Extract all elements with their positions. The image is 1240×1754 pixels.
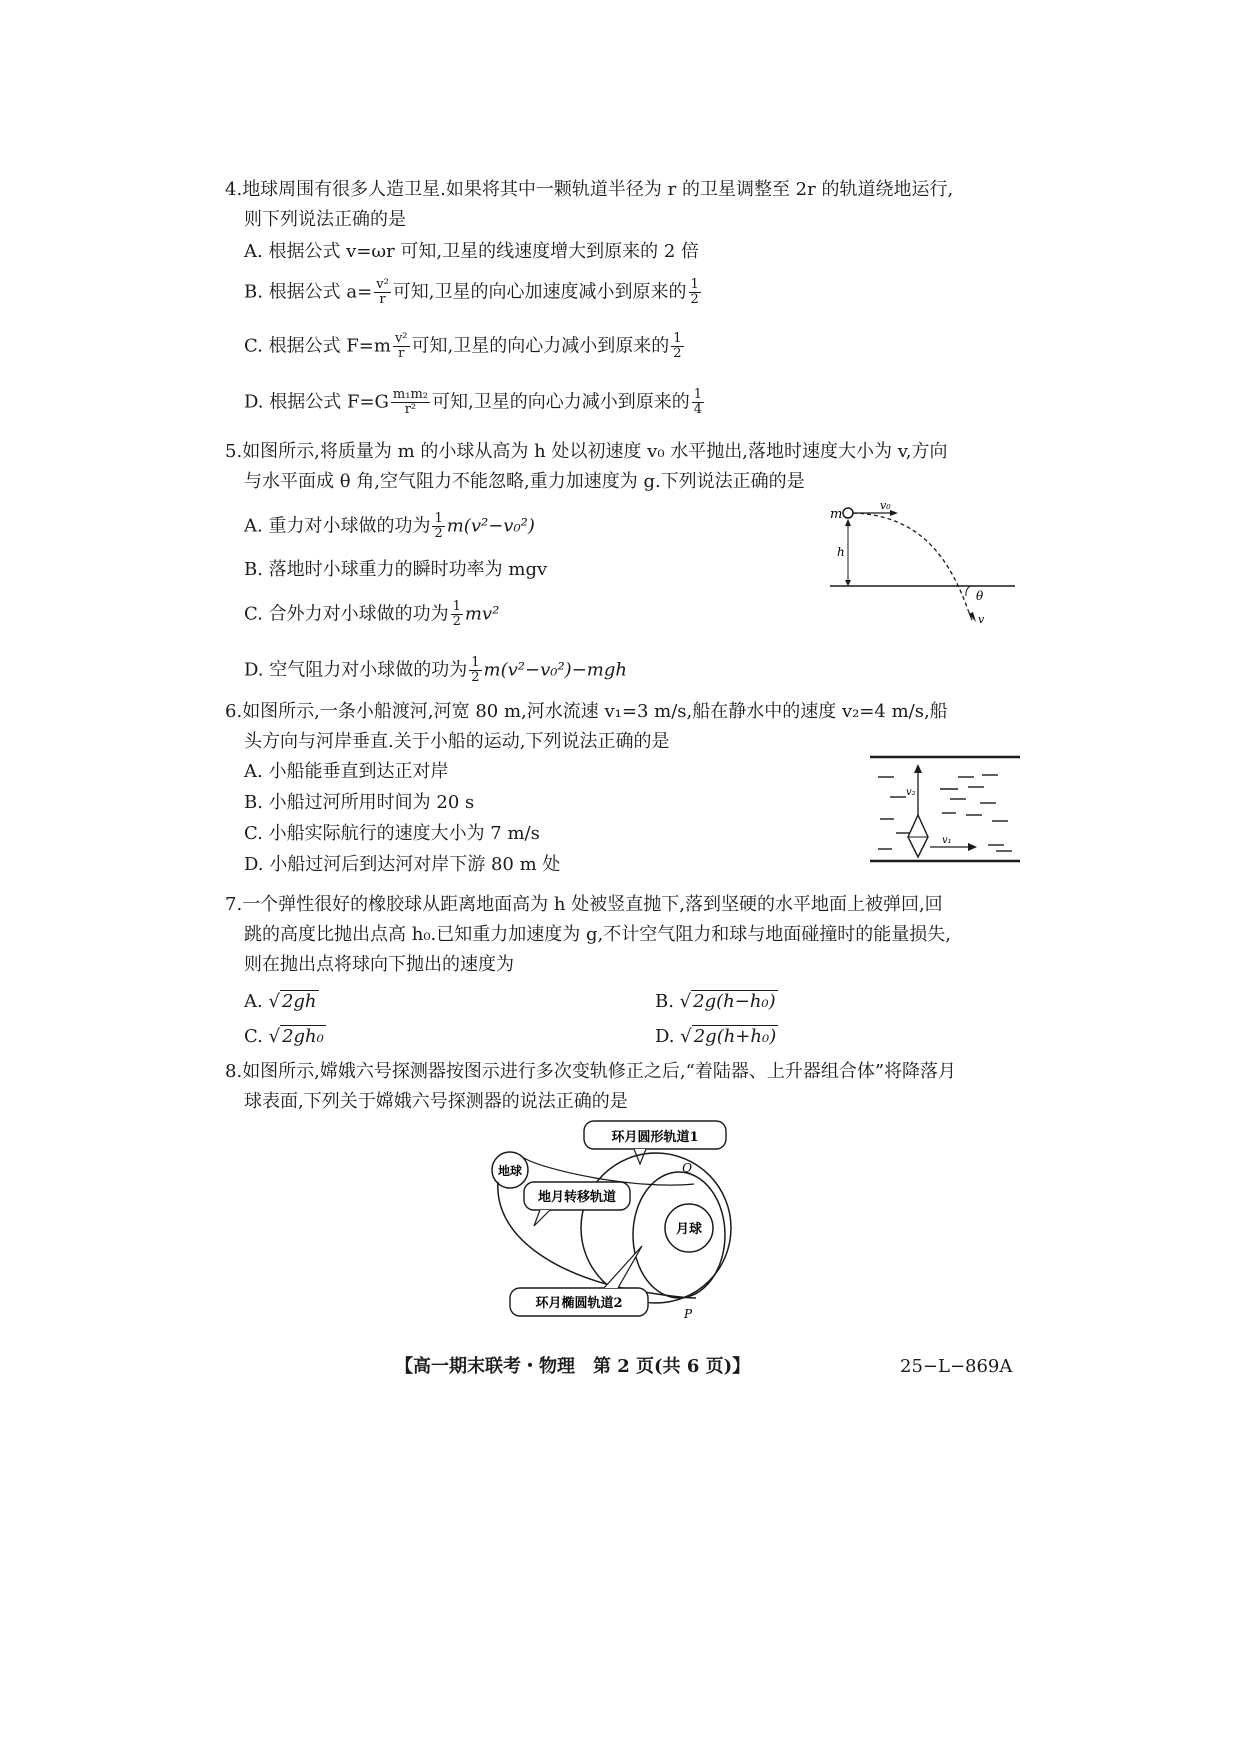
q4-stem-line1: 4.地球周围有很多人造卫星.如果将其中一颗轨道半径为 r 的卫星调整至 2r 的轨道绕地运行, xyxy=(225,179,954,200)
q8-fig-label-orbit2: 环月椭圆轨道2 xyxy=(535,1296,623,1311)
q5-trajectory xyxy=(853,513,968,610)
q5-stem-line2: 与水平面成 θ 角,空气阻力不能忽略,重力加速度为 g.下列说法正确的是 xyxy=(244,471,805,492)
q8-stem-line2: 球表面,下列关于嫦娥六号探测器的说法正确的是 xyxy=(244,1091,628,1112)
q5-fig-label-theta: θ xyxy=(976,589,984,603)
q5-option-a: A. 重力对小球做的功为 $\frac{1}{2}$ m(v²−v₀²) xyxy=(244,511,535,541)
page-footer-code: 25−L−869A xyxy=(900,1356,1013,1377)
q5-d-half: $\frac{1}{2}$ xyxy=(471,655,480,685)
q8-stem-line1: 8.如图所示,嫦娥六号探测器按图示进行多次变轨修正之后,“着陆器、上升器组合体”将降落月 xyxy=(225,1061,957,1082)
q7-option-b: B. √ 2g(h−h₀) xyxy=(655,991,776,1012)
q8-transfer-orbit-upper xyxy=(524,1158,694,1185)
q7-stem-line2: 跳的高度比抛出点高 h₀.已知重力加速度为 g,不计空气阻力和球与地面碰撞时的能量损失, xyxy=(244,924,951,945)
q4-option-a: A. 根据公式 v=ωr 可知,卫星的线速度增大到原来的 2 倍 xyxy=(244,241,700,262)
q8-fig-label-transfer: 地月转移轨道 xyxy=(537,1190,617,1205)
q6-option-c: C. 小船实际航行的速度大小为 7 m/s xyxy=(244,823,540,844)
q6-option-a: A. 小船能垂直到达正对岸 xyxy=(244,761,449,782)
q5-option-b: B. 落地时小球重力的瞬时功率为 mgv xyxy=(244,559,548,580)
q7-stem-line1: 7.一个弹性很好的橡胶球从距离地面高为 h 处被竖直抛下,落到坚硬的水平地面上被弹回,回 xyxy=(225,894,943,915)
q6-stem-line2: 头方向与河岸垂直.关于小船的运动,下列说法正确的是 xyxy=(244,731,670,752)
q6-boat xyxy=(908,815,928,857)
q5-fig-label-h: h xyxy=(837,545,845,559)
q5-v-arrowhead xyxy=(969,612,976,622)
q6-fig-label-v2: v₂ xyxy=(906,787,916,798)
q7-option-a: A. √ 2gh xyxy=(244,991,317,1012)
q5-option-d: D. 空气阻力对小球做的功为 $\frac{1}{2}$ m(v²−v₀²)−mgh xyxy=(244,655,627,685)
q7-option-d: D. √ 2g(h+h₀) xyxy=(655,1026,777,1047)
q8-fig-label-earth: 地球 xyxy=(497,1164,523,1178)
q5-height-arrow-bottom xyxy=(845,580,851,586)
q5-stem-line1: 5.如图所示,将质量为 m 的小球从高为 h 处以初速度 v₀ 水平抛出,落地时速度大小为 v,方向 xyxy=(225,441,948,462)
q4-d-value-fraction: $\frac{1}{4}$ xyxy=(693,387,702,417)
q5-height-arrow-top xyxy=(845,519,851,526)
page-footer-title: 【高一期末联考・物理 第 2 页(共 6 页)】 xyxy=(395,1356,751,1377)
q6-stem-line1: 6.如图所示,一条小船渡河,河宽 80 m,河水流速 v₁=3 m/s,船在静水中的速度 v₂=4 m/s,船 xyxy=(225,701,948,722)
q5-fig-label-v0: v₀ xyxy=(880,500,891,512)
q8-fig-label-moon: 月球 xyxy=(675,1222,703,1237)
q4-b-formula-fraction: $\frac{\text{v²}}{r}$ xyxy=(376,277,389,307)
q4-d-formula-fraction: $\frac{\text{m₁m₂}}{\text{r²}}$ xyxy=(392,387,428,417)
q5-projectile-figure xyxy=(820,500,1020,625)
q7-option-c: C. √ 2gh₀ xyxy=(244,1026,324,1047)
q4-c-value-fraction: $\frac{1}{2}$ xyxy=(673,331,682,361)
q6-option-b: B. 小船过河所用时间为 20 s xyxy=(244,792,475,813)
q5-a-half: $\frac{1}{2}$ xyxy=(434,511,443,541)
q8-fig-label-q: Q xyxy=(682,1161,692,1175)
q4-b-value-fraction: $\frac{1}{2}$ xyxy=(690,277,699,307)
q4-stem-line2: 则下列说法正确的是 xyxy=(244,209,406,230)
q5-c-half: $\frac{1}{2}$ xyxy=(452,599,461,629)
q4-option-d: D. 根据公式 F=G $\frac{\text{m₁m₂}}{\text{r²}}$ 可知,卫星的向心力减小到原来的 $\frac{1}{4}$ xyxy=(244,387,702,417)
q5-theta-arc xyxy=(966,586,970,596)
q6-v1-arrowhead xyxy=(968,843,977,851)
q8-fig-label-p: P xyxy=(684,1307,693,1321)
q8-transfer-pointer xyxy=(534,1210,550,1226)
q7-stem-line3: 则在抛出点将球向下抛出的速度为 xyxy=(244,954,514,975)
q5-ball xyxy=(843,508,853,518)
q4-option-c: C. 根据公式 F=m $\frac{\text{v²}}{r}$ 可知,卫星的向心力减小到原来的 $\frac{1}{2}$ xyxy=(244,331,682,361)
q5-option-c: C. 合外力对小球做的功为 $\frac{1}{2}$ mv² xyxy=(244,599,500,629)
q6-v2-arrowhead xyxy=(914,764,922,773)
q6-fig-label-v1: v₁ xyxy=(942,835,952,846)
q5-v0-arrowhead xyxy=(890,510,898,516)
q4-c-formula-fraction: $\frac{\text{v²}}{r}$ xyxy=(394,331,408,361)
q5-fig-label-m: m xyxy=(830,507,843,522)
q8-fig-label-orbit1: 环月圆形轨道1 xyxy=(611,1130,699,1145)
q4-option-b: B. 根据公式 a= $\frac{\text{v²}}{r}$ 可知,卫星的向心加速度减小到原来的 $\frac{1}{2}$ xyxy=(244,277,699,307)
q8-orbit-figure xyxy=(484,1120,754,1325)
q6-river-figure xyxy=(870,755,1020,865)
q6-option-d: D. 小船过河后到达河对岸下游 80 m 处 xyxy=(244,854,561,875)
q5-fig-label-v: v xyxy=(978,613,985,625)
q8-orbit2-pointer xyxy=(604,1246,642,1288)
